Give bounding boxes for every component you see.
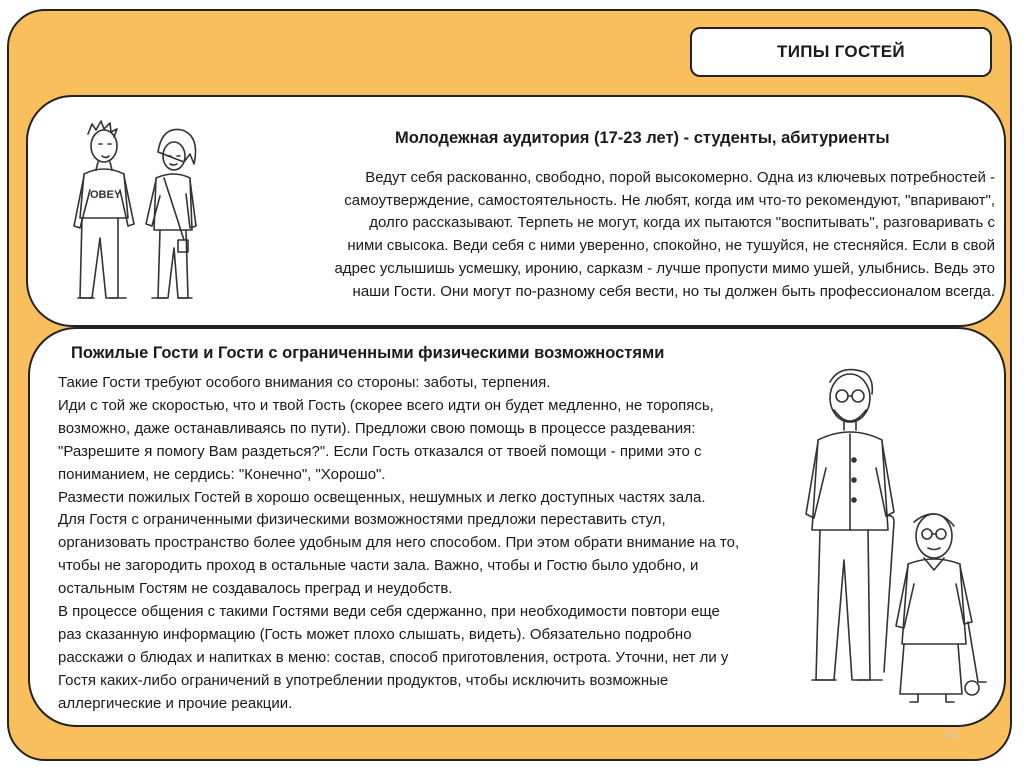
page-number: 74 [944,728,958,742]
young-man-figure [74,121,134,298]
slide-title [690,27,992,77]
youth-line: Ведут себя раскованно, свободно, порой высокомерно. Одна из ключевых потребностей - [365,169,995,186]
elderly-line: раз сказанную информацию (Гость может плохо слышать, видеть). Обязательно подробно [58,625,692,643]
youth-line: наши Гости. Они могут по-разному себя вести, но ты должен быть профессионалом всегда. [352,282,995,300]
elderly-line: пониманием, не сердись: "Конечно", "Хорошо". [58,465,386,483]
elderly-line: чтобы не загородить проход в остальные части зала. Важно, чтобы и Гостю было удобно, и [58,557,699,575]
elderly-line: Размести пожилых Гостей в хорошо освещенных, нешумных и легко доступных частях зала. [58,488,706,506]
youth-line: самоутверждение, самостоятельность. Не любят, когда им что-то рекомендуют, "впаривают", [344,191,995,209]
young-guests-illustration [60,112,210,317]
youth-description [240,167,995,303]
elderly-line: Такие Гости требуют особого внимания со стороны: заботы, терпения. [58,374,551,391]
shirt-text: OBEY [90,189,122,201]
elderly-man-figure [806,370,894,680]
young-woman-figure [146,129,196,298]
elderly-line: Иди с той же скоростью, что и твой Гость (скорее всего идти он будет медленно, не торопясь, [58,396,714,414]
elderly-heading: Пожилые Гости и Гости с ограниченными физическими возможностями [71,344,665,362]
elderly-line: аллергические и прочие реакции. [58,694,293,712]
youth-line: долго рассказывают. Терпеть не могут, когда их пытаются "воспитывать", разговаривать с [369,214,995,232]
elderly-line: В процессе общения с такими Гостями веди себя сдержанно, при необходимости повтори еще [58,603,720,621]
elderly-line: расскажи о блюдах и напитках в меню: состав, способ приготовления, острота. Уточни, нет ли у [58,648,729,666]
elderly-line: организовать пространство более удобным для него способом. При этом обрати внимание на то, [58,534,740,552]
elderly-guests-illustration [800,360,990,710]
elderly-woman-figure [896,514,986,702]
slide-title-text: ТИПЫ ГОСТЕЙ [777,42,905,61]
youth-line: ними свысока. Веди себя с ними уверенно, спокойно, не тушуйся, не стесняйся. Если в свой [347,237,995,255]
elderly-description [58,372,833,716]
elderly-line: Гостя каких-либо ограничений в употреблении продуктов, чтобы исключить возможные [58,671,669,689]
youth-line: адрес услышишь усмешку, иронию, сарказм - лучше пропусти мимо ушей, улыбнись. Ведь это [334,259,995,277]
elderly-line: остальным Гостям не создавалось преград и неудобств. [58,580,453,598]
elderly-line: Для Гостя с ограниченными физическими возможностями предложи переставить стул, [58,511,666,529]
elderly-line: "Разрешите я помогу Вам раздеться?". Если Гость отказался от твоей помощи - прими это с [58,442,702,460]
youth-heading: Молодежная аудитория (17-23 лет) - студенты, абитуриенты [395,129,890,147]
elderly-line: возможно, даже останавливаясь по пути). Предложи свою помощь в процессе раздевания: [58,419,696,437]
